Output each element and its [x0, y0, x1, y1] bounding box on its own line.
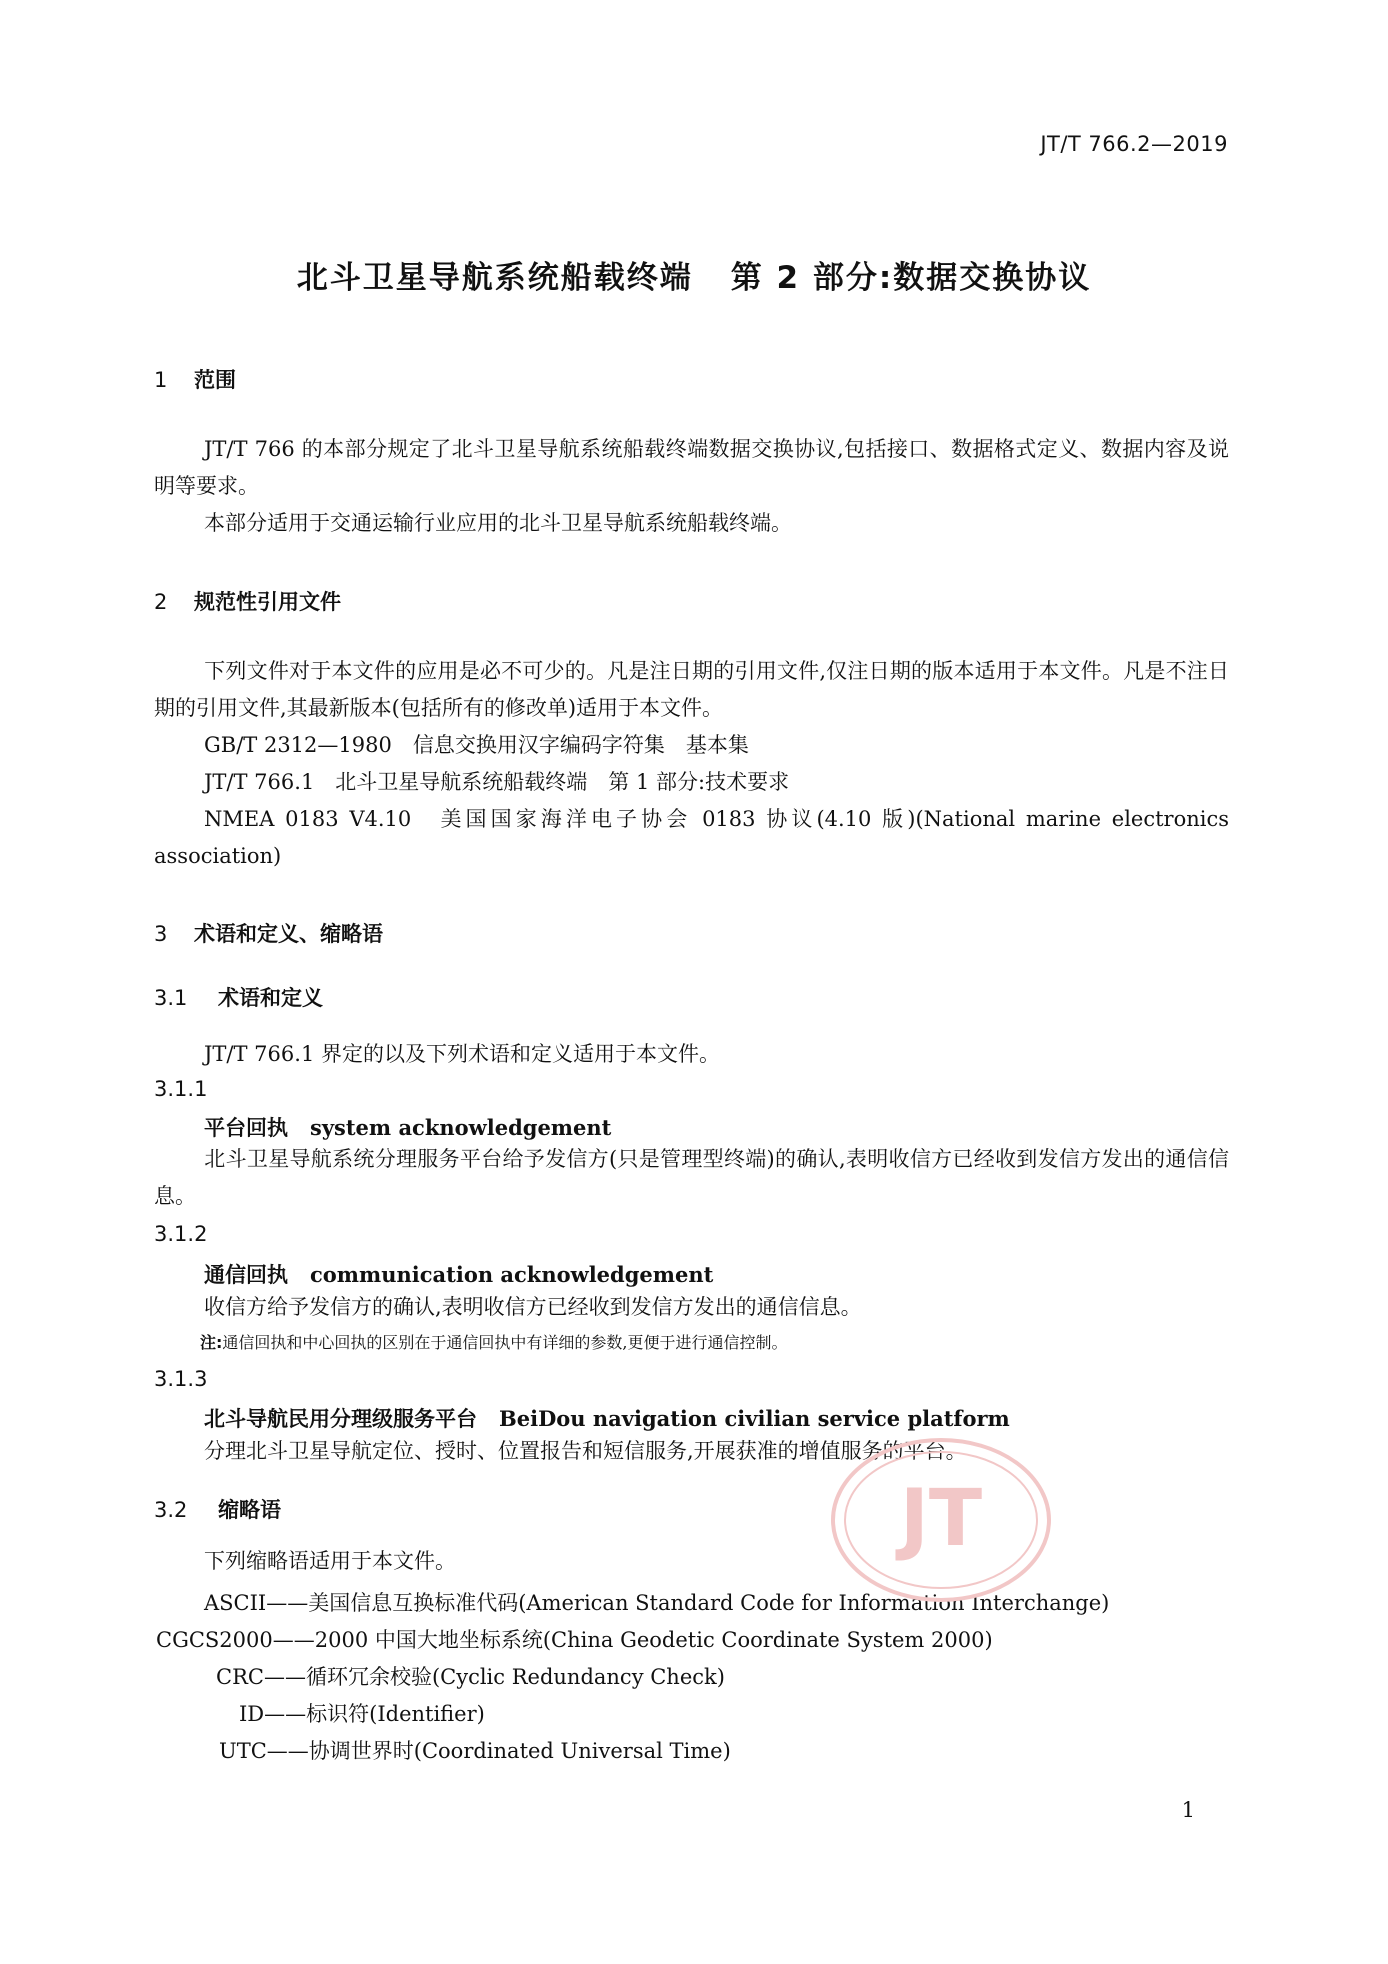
- abbreviation-item: ASCII——美国信息互换标准代码(American Standard Code for Information Interchange): [204, 1591, 1110, 1615]
- document-title: [0, 252, 1388, 297]
- abbreviation-item: ID——标识符(Identifier): [239, 1702, 485, 1726]
- term-definition: 北斗卫星导航系统分理服务平台给予发信方(只是管理型终端)的确认,表明收信方已经收到发信方发出的通信信息。: [154, 1147, 1229, 1208]
- title-main: 北斗卫星导航系统船载终端: [296, 260, 693, 296]
- abbreviation-item: CGCS2000——2000 中国大地坐标系统(China Geodetic Coordinate System 2000): [156, 1628, 993, 1652]
- abbreviation-item: CRC——循环冗余校验(Cyclic Redundancy Check): [216, 1665, 725, 1689]
- term-definition: 收信方给予发信方的确认,表明收信方已经收到发信方发出的通信信息。: [204, 1295, 862, 1319]
- section-1-paragraph-2: 本部分适用于交通运输行业应用的北斗卫星导航系统船载终端。: [204, 511, 792, 535]
- term-note: 注:通信回执和中心回执的区别在于通信回执中有详细的参数,更便于进行通信控制。: [200, 1333, 788, 1352]
- section-1-paragraph-1: JT/T 766 的本部分规定了北斗卫星导航系统船载终端数据交换协议,包括接口、数据格式定义、数据内容及说明等要求。: [154, 437, 1229, 498]
- watermark-text: JT: [899, 1474, 983, 1564]
- term-definition: 分理北斗卫星导航定位、授时、位置报告和短信服务,开展获准的增值服务的平台。: [204, 1439, 967, 1463]
- page-number: 1: [1181, 1798, 1195, 1822]
- abbreviation-item: UTC——协调世界时(Coordinated Universal Time): [219, 1739, 731, 1763]
- section-2-paragraph-1: 下列文件对于本文件的应用是必不可少的。凡是注日期的引用文件,仅注日期的版本适用于本文件。凡是不注日期的引用文件,其最新版本(包括所有的修改单)适用于本文件。: [154, 659, 1229, 720]
- section-1-heading: 1 范围: [154, 368, 236, 392]
- section-3-2-heading: 3.2 缩略语: [154, 1498, 281, 1522]
- term-number: 3.1.2: [154, 1222, 208, 1246]
- section-3-2-intro: 下列缩略语适用于本文件。: [204, 1549, 456, 1573]
- term-number: 3.1.3: [154, 1367, 208, 1391]
- title-part: 第 2 部分:数据交换协议: [730, 260, 1092, 296]
- reference-item: GB/T 2312—1980 信息交换用汉字编码字符集 基本集: [204, 733, 749, 757]
- section-3-1-heading: 3.1 术语和定义: [154, 986, 323, 1010]
- term-number: 3.1.1: [154, 1077, 208, 1101]
- standard-code: JT/T 766.2—2019: [1040, 132, 1228, 156]
- reference-item: JT/T 766.1 北斗卫星导航系统船载终端 第 1 部分:技术要求: [204, 770, 790, 794]
- section-2-heading: 2 规范性引用文件: [154, 590, 341, 614]
- jt-watermark-seal: [826, 1435, 1056, 1605]
- reference-item: NMEA 0183 V4.10 美国国家海洋电子协会 0183 协议(4.10 版)(National marine electronics association): [154, 807, 1229, 868]
- section-3-1-intro: JT/T 766.1 界定的以及下列术语和定义适用于本文件。: [204, 1042, 720, 1066]
- term-heading: 通信回执 communication acknowledgement: [204, 1262, 714, 1287]
- term-heading: 北斗导航民用分理级服务平台 BeiDou navigation civilian service platform: [204, 1406, 1010, 1431]
- term-heading: 平台回执 system acknowledgement: [204, 1115, 612, 1140]
- section-3-heading: 3 术语和定义、缩略语: [154, 922, 383, 946]
